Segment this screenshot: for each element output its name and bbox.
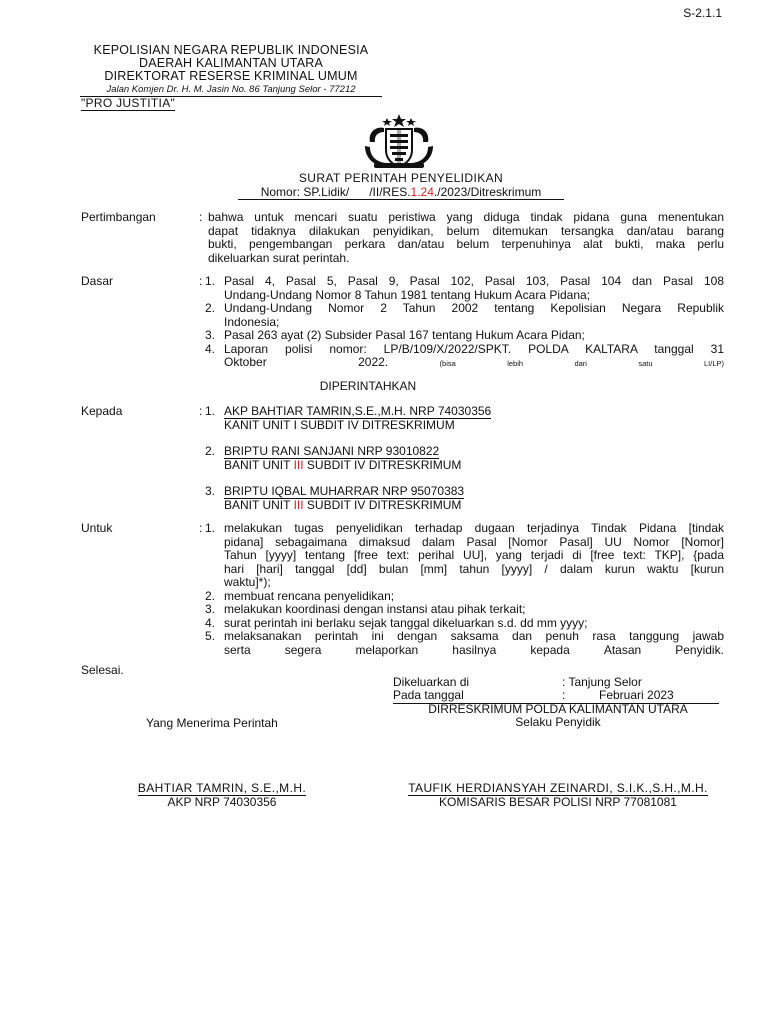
pertimbangan-line: dikeluarkan surat perintah. bbox=[208, 250, 350, 265]
dasar-note-word: lebih bbox=[507, 359, 524, 368]
kepada-item bbox=[205, 445, 724, 472]
pertimbangan-text bbox=[208, 211, 724, 265]
dasar-note-word: (bisa bbox=[439, 359, 456, 368]
diperintahkan-heading: DIPERINTAHKAN bbox=[319, 379, 417, 393]
issued-date-value: Februari 2023 bbox=[599, 688, 674, 702]
issued-at-value: : Tanjung Selor bbox=[562, 675, 642, 689]
untuk-item-number: 1. bbox=[205, 521, 216, 535]
dasar-item-line: Pasal 263 ayat (2) Subsider Pasal 167 tentang Hukum Acara Pidan; bbox=[224, 328, 585, 342]
dasar-list bbox=[205, 275, 724, 371]
untuk-item-text: surat perintah ini berlaku sejak tanggal dikeluarkan s.d. dd mm yyyy; bbox=[224, 615, 588, 630]
receiver-signature-block bbox=[128, 782, 316, 809]
kepada-item-position-rest: SUBDIT IV DITRESKRIMUM bbox=[303, 457, 462, 472]
receiver-rank: AKP NRP 74030356 bbox=[167, 794, 277, 809]
untuk-item-text: membuat rencana penyelidikan; bbox=[224, 588, 395, 603]
dasar-item-number: 3. bbox=[205, 328, 216, 342]
pertimbangan-line: bahwa untuk mencari suatu peristiwa yang diduga tindak pidana guna menentukan bbox=[208, 210, 724, 224]
kepada-item-name: BRIPTU IQBAL MUHARRAR NRP 95070383 bbox=[224, 484, 465, 498]
kepada-item-position: KANIT UNIT I SUBDIT IV DITRESKRIMUM bbox=[224, 417, 455, 432]
untuk-word: hasilnya bbox=[452, 642, 497, 657]
dasar-item-line: Indonesia; bbox=[224, 314, 280, 329]
untuk-item-last-line bbox=[224, 644, 724, 658]
dasar-word: 2022. bbox=[358, 355, 389, 369]
kepada-item-name: AKP BAHTIAR TAMRIN,S.E.,M.H. NRP 74030356 bbox=[224, 404, 492, 418]
receiver-name: BAHTIAR TAMRIN, S.E.,M.H. bbox=[137, 781, 307, 795]
kepada-label: Kepada bbox=[81, 404, 123, 418]
pertimbangan-line: bukti, pengembangan perkara dan/atau belum terpenuhinya alat bukti, maka perlu bbox=[208, 237, 724, 251]
dasar-note-word: LI/LP) bbox=[703, 359, 724, 368]
kepada-item-unit-red: III bbox=[293, 457, 304, 472]
untuk-word: kepada bbox=[530, 642, 570, 657]
untuk-word: Penyidik. bbox=[675, 642, 724, 657]
pertimbangan-line: dapat tidaknya dilakukan penyidikan, belum ditemukan tersangka dan/atau barang bbox=[208, 223, 724, 238]
signer-signature-block bbox=[393, 782, 723, 809]
dasar-item-line: Laporan polisi nomor: LP/B/109/X/2022/SPKT. POLDA KALTARA tanggal 31 bbox=[224, 341, 724, 356]
letterhead-address: Jalan Komjen Dr. H. M. Jasin No. 86 Tanjung Selor - 77212 bbox=[80, 83, 382, 97]
letterhead-line-1: KEPOLISIAN NEGARA REPUBLIK INDONESIA bbox=[93, 43, 369, 57]
untuk-item-line: pidana] sebagaimana dimaksud dalam Pasal [Nomor Pasal] UU Nomor [Nomor] bbox=[224, 534, 724, 549]
dasar-item bbox=[205, 329, 724, 343]
issued-at-label: Dikeluarkan di bbox=[393, 675, 470, 689]
kepada-item bbox=[205, 485, 724, 512]
document-number-prefix: Nomor: SP.Lidik/ /II/RES. bbox=[260, 184, 411, 199]
issued-date-colon: : bbox=[562, 688, 566, 702]
untuk-item bbox=[205, 603, 724, 617]
dasar-item bbox=[205, 343, 724, 371]
untuk-colon: : bbox=[199, 521, 203, 535]
untuk-item-line: waktu]*); bbox=[224, 575, 271, 589]
dasar-item-last-line bbox=[224, 356, 724, 371]
untuk-label: Untuk bbox=[81, 521, 113, 535]
dasar-colon: : bbox=[199, 274, 203, 288]
dasar-item-number: 1. bbox=[205, 274, 216, 288]
signer-name: TAUFIK HERDIANSYAH ZEINARDI, S.I.K.,S.H.,M.H. bbox=[408, 781, 708, 795]
untuk-item-number: 3. bbox=[205, 602, 216, 616]
kepada-item-unit-red: III bbox=[293, 497, 304, 512]
receiver-caption: Yang Menerima Perintah bbox=[146, 716, 278, 730]
untuk-item-line: Tahun [yyyy] tentang [free text: perihal UU], yang terjadi di [free text: TKP], {pada bbox=[224, 548, 724, 562]
dasar-item-line: Undang-Undang Nomor 2 Tahun 2002 tentang Kepolisian Negara Republik bbox=[224, 301, 724, 315]
letterhead-line-2: DAERAH KALIMANTAN UTARA bbox=[138, 56, 324, 70]
police-emblem-icon bbox=[362, 112, 436, 170]
kepada-colon: : bbox=[199, 404, 203, 418]
document-title-name: SURAT PERINTAH PENYELIDIKAN bbox=[298, 171, 504, 185]
untuk-item-line: hari [hari] tanggal [dd] bulan [mm] tahun [yyyy] / dalam kurun waktu [kurun bbox=[224, 561, 724, 576]
letterhead bbox=[80, 44, 382, 97]
untuk-word: segera bbox=[284, 642, 322, 657]
kepada-item-number: 2. bbox=[205, 444, 216, 458]
dasar-item-number: 2. bbox=[205, 301, 216, 315]
letterhead-line-3: DIREKTORAT RESERSE KRIMINAL UMUM bbox=[104, 69, 358, 83]
kepada-item bbox=[205, 405, 724, 432]
document-number-suffix: ./2023/Ditreskrimum bbox=[433, 184, 542, 199]
document-title bbox=[238, 172, 564, 200]
dasar-item-line: Undang-Undang Nomor 8 Tahun 1981 tentang Hukum Acara Pidana; bbox=[224, 287, 591, 302]
dasar-word: Oktober bbox=[224, 355, 267, 369]
pertimbangan-colon: : bbox=[199, 210, 203, 224]
untuk-item bbox=[205, 630, 724, 657]
untuk-item-line: melakukan tugas penyelidikan terhadap dugaan terjadinya Tindak Pidana [tindak bbox=[224, 521, 724, 535]
pertimbangan-label: Pertimbangan bbox=[81, 210, 156, 224]
untuk-item-line: melaksanakan perintah ini dengan saksama dan penuh rasa tanggung jawab bbox=[224, 629, 724, 643]
dasar-note-word: satu bbox=[638, 359, 653, 368]
selesai-text: Selesai. bbox=[81, 663, 124, 677]
document-number-red: 1.24 bbox=[410, 184, 434, 199]
dasar-label: Dasar bbox=[81, 274, 114, 288]
untuk-list bbox=[205, 522, 724, 657]
document-code: S-2.1.1 bbox=[683, 6, 722, 20]
dasar-item-line: Pasal 4, Pasal 5, Pasal 9, Pasal 102, Pasal 103, Pasal 104 dan Pasal 108 bbox=[224, 274, 724, 288]
kepada-item-number: 1. bbox=[205, 404, 216, 418]
dasar-item-number: 4. bbox=[205, 341, 216, 356]
untuk-item bbox=[205, 522, 724, 590]
pro-justitia: "PRO JUSTITIA" bbox=[81, 96, 176, 110]
untuk-word: melaporkan bbox=[355, 642, 419, 657]
document-number bbox=[238, 186, 564, 201]
kepada-item-number: 3. bbox=[205, 484, 216, 498]
kepada-item-name: BRIPTU RANI SANJANI NRP 93010822 bbox=[224, 444, 440, 458]
untuk-item bbox=[205, 617, 724, 631]
kepada-item-position: BANIT UNIT bbox=[224, 497, 294, 512]
signer-rank: KOMISARIS BESAR POLISI NRP 77081081 bbox=[439, 794, 677, 809]
untuk-item-text: melakukan koordinasi dengan instansi atau pihak terkait; bbox=[224, 602, 526, 616]
untuk-word: serta bbox=[224, 642, 251, 657]
issuer-org: DIRRESKRIMUM POLDA KALIMANTAN UTARA bbox=[428, 702, 688, 716]
dasar-note-word: dari bbox=[574, 359, 587, 368]
untuk-word: Atasan bbox=[603, 642, 642, 657]
untuk-item-number: 4. bbox=[205, 615, 216, 630]
kepada-list bbox=[205, 405, 724, 512]
untuk-item bbox=[205, 590, 724, 604]
kepada-item-position: BANIT UNIT bbox=[224, 457, 294, 472]
untuk-item-number: 2. bbox=[205, 588, 216, 603]
dasar-item bbox=[205, 275, 724, 302]
dasar-item bbox=[205, 302, 724, 329]
issuer-role: Selaku Penyidik bbox=[515, 715, 601, 729]
issued-date-label: Pada tanggal bbox=[393, 688, 464, 702]
untuk-item-number: 5. bbox=[205, 629, 216, 643]
kepada-item-position-rest: SUBDIT IV DITRESKRIMUM bbox=[303, 497, 462, 512]
